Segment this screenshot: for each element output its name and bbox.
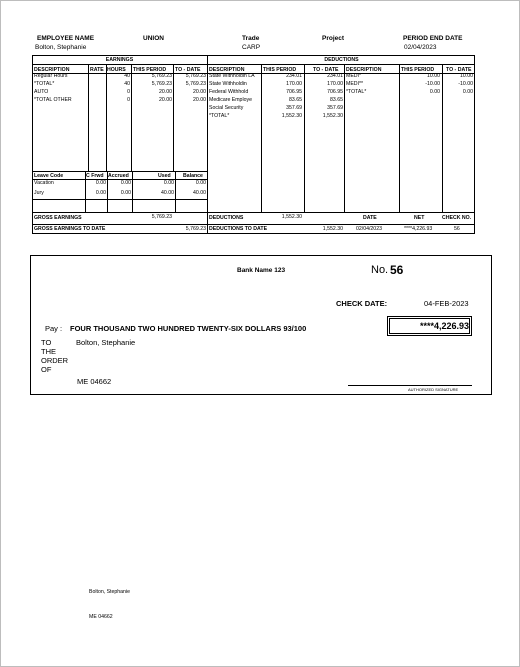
deductions-to-date-label: DEDUCTIONS TO DATE bbox=[209, 226, 268, 232]
leave-balance: 0.00 bbox=[195, 180, 206, 186]
leave-balance: 40.00 bbox=[193, 190, 206, 196]
earnings-col-description: DESCRIPTION bbox=[34, 67, 70, 73]
earnings-row-hours: 40 bbox=[124, 73, 130, 79]
deduction-this-period: 706.95 bbox=[286, 89, 302, 95]
deduction-desc: State Withholdin LA bbox=[209, 73, 255, 79]
leave-col-balance: Balance bbox=[183, 173, 203, 179]
deduction-this-period: 234.01 bbox=[286, 73, 302, 79]
date-label: DATE bbox=[363, 215, 377, 221]
check-date-label: CHECK DATE: bbox=[336, 299, 388, 308]
deductions-col-description: DESCRIPTION bbox=[209, 67, 245, 73]
earnings-row-desc: *TOTAL OTHER bbox=[34, 97, 72, 103]
employee-name: Bolton, Stephanie bbox=[35, 44, 87, 51]
deduction-to-date: 234.01 bbox=[327, 73, 343, 79]
earnings-row-to-date: 5,769.23 bbox=[185, 73, 206, 79]
leave-cfrwd: 0.00 bbox=[95, 190, 106, 196]
deduction-to-date: 170.00 bbox=[327, 81, 343, 87]
deductions-to-date-value: 1,552.30 bbox=[322, 226, 343, 232]
earnings-col-hours: HOURS bbox=[107, 67, 126, 73]
deduction-to-date-2: -10.00 bbox=[458, 81, 473, 87]
earnings-row-hours: 0 bbox=[127, 89, 130, 95]
trade-label: Trade bbox=[242, 35, 260, 42]
earnings-row-to-date: 20.00 bbox=[193, 97, 206, 103]
leave-code: Jury bbox=[34, 190, 44, 196]
of-label: OF bbox=[41, 365, 52, 374]
period-end-value: 02/04/2023 bbox=[404, 44, 437, 51]
deduction-this-period: 170.00 bbox=[286, 81, 302, 87]
deduction-this-period: 83.65 bbox=[289, 97, 302, 103]
deduction-this-period: 1,552.30 bbox=[281, 113, 302, 119]
leave-accrued: 0.00 bbox=[120, 190, 131, 196]
deduction-to-date: 357.69 bbox=[327, 105, 343, 111]
deduction-desc: *TOTAL* bbox=[209, 113, 230, 119]
deduction-to-date-2: 0.00 bbox=[462, 89, 473, 95]
gross-earnings-to-date-value: 5,769.23 bbox=[185, 226, 206, 232]
deduction-desc-2: MEDI** bbox=[346, 81, 364, 87]
the-label: THE bbox=[41, 347, 56, 356]
deduction-to-date: 1,552.30 bbox=[322, 113, 343, 119]
earnings-col-this-period: THIS PERIOD bbox=[133, 67, 167, 73]
project-label: Project bbox=[322, 35, 345, 42]
deductions-total-value: 1,552.30 bbox=[281, 214, 302, 220]
leave-used: 0.00 bbox=[163, 180, 174, 186]
leave-accrued: 0.00 bbox=[120, 180, 131, 186]
earnings-row-desc: *TOTAL* bbox=[34, 81, 55, 87]
deduction-this-period: 357.69 bbox=[286, 105, 302, 111]
to-label: TO bbox=[41, 338, 52, 347]
earnings-row-to-date: 20.00 bbox=[193, 89, 206, 95]
deductions-col-to-date-2: TO - DATE bbox=[446, 67, 472, 73]
leave-col-accrued: Accrued bbox=[108, 173, 129, 179]
date-value: 02/04/2023 bbox=[356, 226, 382, 232]
employee-name-label: EMPLOYEE NAME bbox=[37, 35, 95, 42]
earnings-col-rate: RATE bbox=[90, 67, 104, 73]
leave-code: Vacation bbox=[34, 180, 54, 186]
leave-col-cfrwd: C Frwd bbox=[86, 173, 104, 179]
footer-code: ME 04662 bbox=[89, 614, 113, 620]
earnings-row-this-period: 20.00 bbox=[159, 97, 172, 103]
earnings-row-hours: 0 bbox=[127, 97, 130, 103]
deduction-to-date-2: 10.00 bbox=[460, 73, 473, 79]
leave-cfrwd: 0.00 bbox=[95, 180, 106, 186]
check-no-label-large: No. bbox=[371, 264, 389, 276]
deduction-desc: Federal Withhold bbox=[209, 89, 249, 95]
deductions-total-label: DEDUCTIONS bbox=[209, 215, 244, 221]
deduction-this-period-2: 10.00 bbox=[427, 73, 440, 79]
deduction-to-date: 706.95 bbox=[327, 89, 343, 95]
deduction-this-period-2: -10.00 bbox=[425, 81, 440, 87]
pay-label: Pay : bbox=[45, 324, 63, 333]
footer-name: Bolton, Stephanie bbox=[89, 589, 130, 595]
gross-earnings-label: GROSS EARNINGS bbox=[34, 215, 82, 221]
deduction-desc: Social Security bbox=[209, 105, 244, 111]
period-end-label: PERIOD END DATE bbox=[403, 35, 463, 42]
earnings-row-to-date: 5,769.23 bbox=[185, 81, 206, 87]
union-label: UNION bbox=[143, 35, 164, 42]
check-date-value: 04-FEB-2023 bbox=[424, 299, 469, 308]
deduction-desc: Medicare Employe bbox=[209, 97, 252, 103]
deduction-desc: State Withholdin bbox=[209, 81, 247, 87]
order-label: ORDER bbox=[41, 356, 69, 365]
earnings-row-this-period: 5,769.23 bbox=[151, 73, 172, 79]
check-no-label: CHECK NO. bbox=[442, 215, 472, 221]
earnings-row-this-period: 20.00 bbox=[159, 89, 172, 95]
deductions-section-label: DEDUCTIONS bbox=[324, 57, 359, 63]
authorized-signature-label: AUTHORIZED SIGNATURE bbox=[408, 387, 459, 392]
leave-col-code: Leave Code bbox=[34, 173, 64, 179]
earnings-row-desc: AUTO bbox=[34, 89, 49, 95]
leave-col-used: Used bbox=[158, 173, 171, 179]
check-no-value: 56 bbox=[454, 226, 460, 232]
deduction-desc-2: MEDI* bbox=[346, 73, 361, 79]
earnings-col-to-date: TO - DATE bbox=[175, 67, 201, 73]
earnings-row-desc: Regular Hours bbox=[34, 73, 68, 79]
deduction-desc-2: *TOTAL* bbox=[346, 89, 367, 95]
deductions-col-to-date: TO - DATE bbox=[313, 67, 339, 73]
earnings-row-this-period: 5,769.23 bbox=[151, 81, 172, 87]
earnings-section-label: EARNINGS bbox=[105, 57, 134, 63]
check-amount: ****4,226.93 bbox=[419, 321, 469, 331]
net-label: NET bbox=[414, 215, 425, 221]
leave-used: 40.00 bbox=[161, 190, 174, 196]
check-no-large: 56 bbox=[390, 263, 404, 277]
earnings-row-hours: 40 bbox=[124, 81, 130, 87]
deduction-to-date: 83.65 bbox=[330, 97, 343, 103]
payee-code: ME 04662 bbox=[77, 377, 112, 386]
net-value: ****4,226.93 bbox=[404, 226, 433, 232]
payee-name: Bolton, Stephanie bbox=[76, 338, 136, 347]
gross-earnings-to-date-label: GROSS EARNINGS TO DATE bbox=[34, 226, 106, 232]
pay-amount-words: FOUR THOUSAND TWO HUNDRED TWENTY-SIX DOLLARS 93/100 bbox=[70, 324, 307, 333]
deduction-this-period-2: 0.00 bbox=[429, 89, 440, 95]
deductions-col-this-period-2: THIS PERIOD bbox=[401, 67, 435, 73]
deductions-col-description-2: DESCRIPTION bbox=[346, 67, 382, 73]
trade-value: CARP bbox=[242, 44, 261, 51]
deductions-col-this-period: THIS PERIOD bbox=[263, 67, 297, 73]
bank-name: Bank Name 123 bbox=[237, 267, 286, 274]
gross-earnings-value: 5,769.23 bbox=[151, 214, 172, 220]
